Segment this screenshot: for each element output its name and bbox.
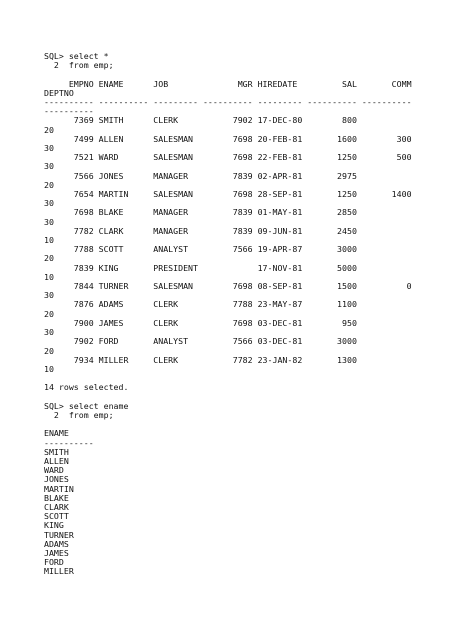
list-item: JONES: [44, 474, 69, 485]
list-item: JAMES: [44, 547, 69, 558]
table-row-deptno: 30: [44, 143, 54, 154]
table-row: 7521 WARD SALESMAN 7698 22-FEB-81 1250 500: [44, 152, 412, 163]
ename-header: ENAME: [44, 428, 69, 439]
table-row: 7566 JONES MANAGER 7839 02-APR-81 2975: [44, 170, 357, 181]
query1-from: 2 from emp;: [44, 60, 114, 71]
table-row-deptno: 10: [44, 271, 54, 282]
table-row-deptno: 10: [44, 363, 54, 374]
table-row: 7844 TURNER SALESMAN 7698 08-SEP-81 1500 0: [44, 281, 412, 292]
table-row: 7900 JAMES CLERK 7698 03-DEC-81 950: [44, 317, 357, 328]
list-item: ADAMS: [44, 538, 69, 549]
table-row: 7902 FORD ANALYST 7566 03-DEC-81 3000: [44, 336, 357, 347]
list-item: TURNER: [44, 529, 74, 540]
document-page: [44, 52, 464, 577]
list-item: ALLEN: [44, 455, 69, 466]
table-row: 7839 KING PRESIDENT 17-NOV-81 5000: [44, 262, 357, 273]
table-header: EMPNO ENAME JOB MGR HIREDATE SAL COMM: [44, 78, 412, 89]
table-row-deptno: 20: [44, 253, 54, 264]
query2-from: 2 from emp;: [44, 409, 114, 420]
ename-separator: ----------: [44, 437, 94, 448]
table-separator: ---------- ---------- --------- ---------- --------- ---------- ----------: [44, 97, 412, 108]
table-row: 7934 MILLER CLERK 7782 23-JAN-82 1300: [44, 354, 357, 365]
table-row-deptno: 30: [44, 161, 54, 172]
table-row: 7788 SCOTT ANALYST 7566 19-APR-87 3000: [44, 244, 357, 255]
list-item: SCOTT: [44, 511, 69, 522]
table-row: 7369 SMITH CLERK 7902 17-DEC-80 800: [44, 115, 357, 126]
table-row: 7876 ADAMS CLERK 7788 23-MAY-87 1100: [44, 299, 357, 310]
list-item: KING: [44, 520, 64, 531]
table-row: 7499 ALLEN SALESMAN 7698 20-FEB-81 1600 300: [44, 133, 412, 144]
table-row: 7698 BLAKE MANAGER 7839 01-MAY-81 2850: [44, 207, 357, 218]
rows-selected-status: 14 rows selected.: [44, 382, 129, 393]
table-row-deptno: 30: [44, 290, 54, 301]
table-row-deptno: 30: [44, 327, 54, 338]
list-item: FORD: [44, 557, 64, 568]
table-row: 7654 MARTIN SALESMAN 7698 28-SEP-81 1250 1400: [44, 189, 412, 200]
table-row-deptno: 30: [44, 198, 54, 209]
query1-prompt: SQL> select *: [44, 51, 109, 61]
table-row-deptno: 20: [44, 179, 54, 190]
list-item: SMITH: [44, 446, 69, 457]
table-row-deptno: 20: [44, 345, 54, 356]
list-item: MARTIN: [44, 483, 74, 494]
list-item: BLAKE: [44, 492, 69, 503]
table-row: 7782 CLARK MANAGER 7839 09-JUN-81 2450: [44, 225, 357, 236]
table-row-deptno: 30: [44, 216, 54, 227]
list-item: MILLER: [44, 566, 74, 577]
query2-prompt: SQL> select ename: [44, 400, 129, 411]
table-row-deptno: 10: [44, 235, 54, 246]
table-header-deptno: DEPTNO: [44, 87, 74, 98]
table-row-deptno: 20: [44, 124, 54, 135]
table-separator-deptno: ----------: [44, 106, 94, 117]
list-item: WARD: [44, 465, 64, 476]
sql-output: [44, 52, 464, 577]
table-row-deptno: 20: [44, 308, 54, 319]
list-item: CLARK: [44, 501, 69, 512]
